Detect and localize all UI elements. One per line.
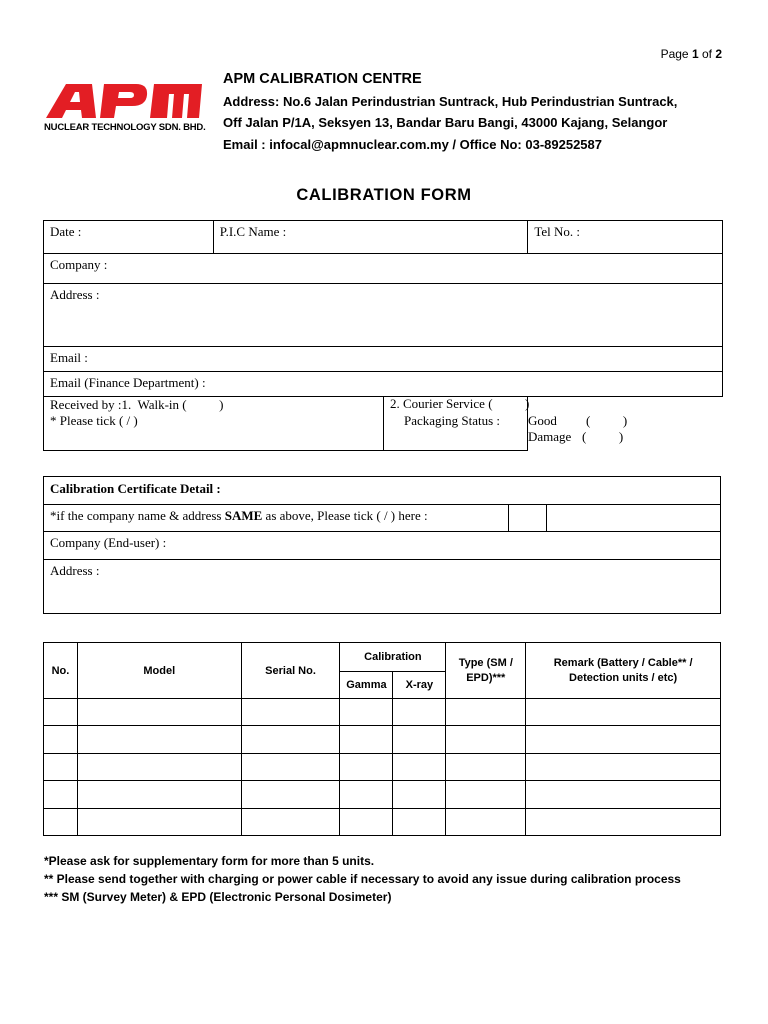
packaging-status-label: Packaging Status : [404, 412, 501, 428]
page-of: of [698, 47, 716, 61]
address-label: Address : [50, 287, 100, 302]
row-cell[interactable] [241, 809, 340, 836]
row-cell[interactable] [340, 699, 393, 726]
note-cable: ** Please send together with charging or power cable if necessary to avoid any issue during calibration process [44, 872, 681, 886]
logo-subtitle: NUCLEAR TECHNOLOGY SDN. BHD. [44, 122, 206, 133]
email-label: Email : [50, 350, 88, 365]
certificate-heading: Calibration Certificate Detail : [44, 477, 721, 505]
page-current: 1 [691, 47, 699, 61]
please-tick-note: * Please tick ( / ) [50, 413, 138, 428]
row-cell[interactable] [446, 726, 526, 754]
row-cell[interactable] [526, 726, 721, 754]
email-field[interactable] [44, 347, 723, 372]
col-serial-header: Serial No. [241, 643, 340, 699]
col-model-header: Model [77, 643, 241, 699]
same-address-tick-box[interactable] [509, 505, 547, 532]
same-address-blank [547, 505, 721, 532]
email-finance-label: Email (Finance Department) : [50, 375, 206, 390]
row-cell[interactable] [446, 754, 526, 781]
row-cell[interactable] [526, 754, 721, 781]
row-cell[interactable] [77, 754, 241, 781]
row-cell[interactable] [241, 781, 340, 809]
row-cell[interactable] [77, 726, 241, 754]
col-xray-header: X-ray [393, 672, 446, 699]
row-cell[interactable] [340, 754, 393, 781]
address-line-1: Address: No.6 Jalan Perindustrian Suntrack, Hub Perindustrian Suntrack, [223, 93, 678, 109]
same-bold: SAME [224, 508, 263, 523]
pic-name-label: P.I.C Name : [219, 224, 287, 239]
table-row [44, 809, 721, 836]
col-no-header: No. [44, 643, 78, 699]
table-row [44, 699, 721, 726]
tel-field[interactable] [528, 221, 723, 254]
centre-name: APM CALIBRATION CENTRE [223, 71, 422, 87]
apm-logo-mark [46, 84, 202, 118]
walk-in-option: Received by :1. Walk-in ( ) [50, 397, 224, 412]
table-row [44, 754, 721, 781]
row-cell[interactable] [393, 726, 446, 754]
good-label: Good [528, 412, 557, 428]
row-cell[interactable] [446, 699, 526, 726]
date-field[interactable] [44, 221, 214, 254]
company-field[interactable] [44, 254, 723, 284]
end-user-company-label: Company (End-user) : [50, 535, 167, 550]
row-cell[interactable] [340, 726, 393, 754]
end-user-company-field[interactable] [44, 532, 721, 560]
row-cell[interactable] [44, 781, 78, 809]
damage-checkbox[interactable]: ( ) [582, 429, 624, 444]
row-cell[interactable] [446, 809, 526, 836]
row-cell[interactable] [44, 726, 78, 754]
row-cell[interactable] [77, 699, 241, 726]
row-cell[interactable] [77, 809, 241, 836]
good-checkbox[interactable]: ( ) [586, 412, 628, 428]
units-table [43, 642, 721, 836]
address-field[interactable] [44, 284, 723, 347]
col-remark-header: Remark (Battery / Cable** / Detection units / etc) [526, 643, 721, 699]
row-cell[interactable] [446, 781, 526, 809]
row-cell[interactable] [526, 809, 721, 836]
col-type-header: Type (SM / EPD)*** [446, 643, 526, 699]
row-cell[interactable] [340, 781, 393, 809]
row-cell[interactable] [526, 699, 721, 726]
row-cell[interactable] [241, 699, 340, 726]
row-cell[interactable] [393, 699, 446, 726]
courier-cell[interactable] [383, 396, 723, 450]
table-row [44, 781, 721, 809]
note-abbreviations: *** SM (Survey Meter) & EPD (Electronic Personal Dosimeter) [44, 890, 392, 904]
same-post: as above, Please tick ( / ) here : [262, 508, 428, 523]
address-line-2: Off Jalan P/1A, Seksyen 13, Bandar Baru Bangi, 43000 Kajang, Selangor [223, 115, 668, 130]
courier-option: 2. Courier Service ( ) [390, 396, 530, 411]
row-cell[interactable] [241, 754, 340, 781]
company-label: Company : [50, 257, 108, 272]
certificate-details-table [43, 476, 721, 614]
tel-label: Tel No. : [534, 224, 581, 239]
email-finance-field[interactable] [44, 372, 723, 397]
col-calibration-header: Calibration [340, 643, 446, 672]
page-number [661, 47, 722, 61]
row-cell[interactable] [393, 781, 446, 809]
page-total: 2 [715, 47, 722, 61]
table-row [44, 726, 721, 754]
end-user-address-label: Address : [50, 563, 100, 578]
col-gamma-header: Gamma [340, 672, 393, 699]
page-prefix: Page [660, 47, 692, 61]
pic-name-field[interactable] [213, 221, 528, 254]
note-supplementary: *Please ask for supplementary form for more than 5 units. [44, 854, 375, 868]
same-pre: *if the company name & address [50, 508, 225, 523]
row-cell[interactable] [340, 809, 393, 836]
contact-line: Email : infocal@apmnuclear.com.my / Office No: 03-89252587 [223, 136, 602, 152]
damage-label: Damage [528, 429, 572, 444]
row-cell[interactable] [393, 754, 446, 781]
same-address-note [44, 505, 509, 532]
row-cell[interactable] [241, 726, 340, 754]
row-cell[interactable] [526, 781, 721, 809]
form-title: CALIBRATION FORM [296, 186, 472, 204]
company-header [223, 69, 677, 155]
row-cell[interactable] [393, 809, 446, 836]
row-cell[interactable] [44, 699, 78, 726]
row-cell[interactable] [44, 754, 78, 781]
footnotes [44, 852, 681, 906]
end-user-address-field[interactable] [44, 560, 721, 614]
date-label: Date : [50, 224, 82, 239]
row-cell[interactable] [44, 809, 78, 836]
row-cell[interactable] [77, 781, 241, 809]
